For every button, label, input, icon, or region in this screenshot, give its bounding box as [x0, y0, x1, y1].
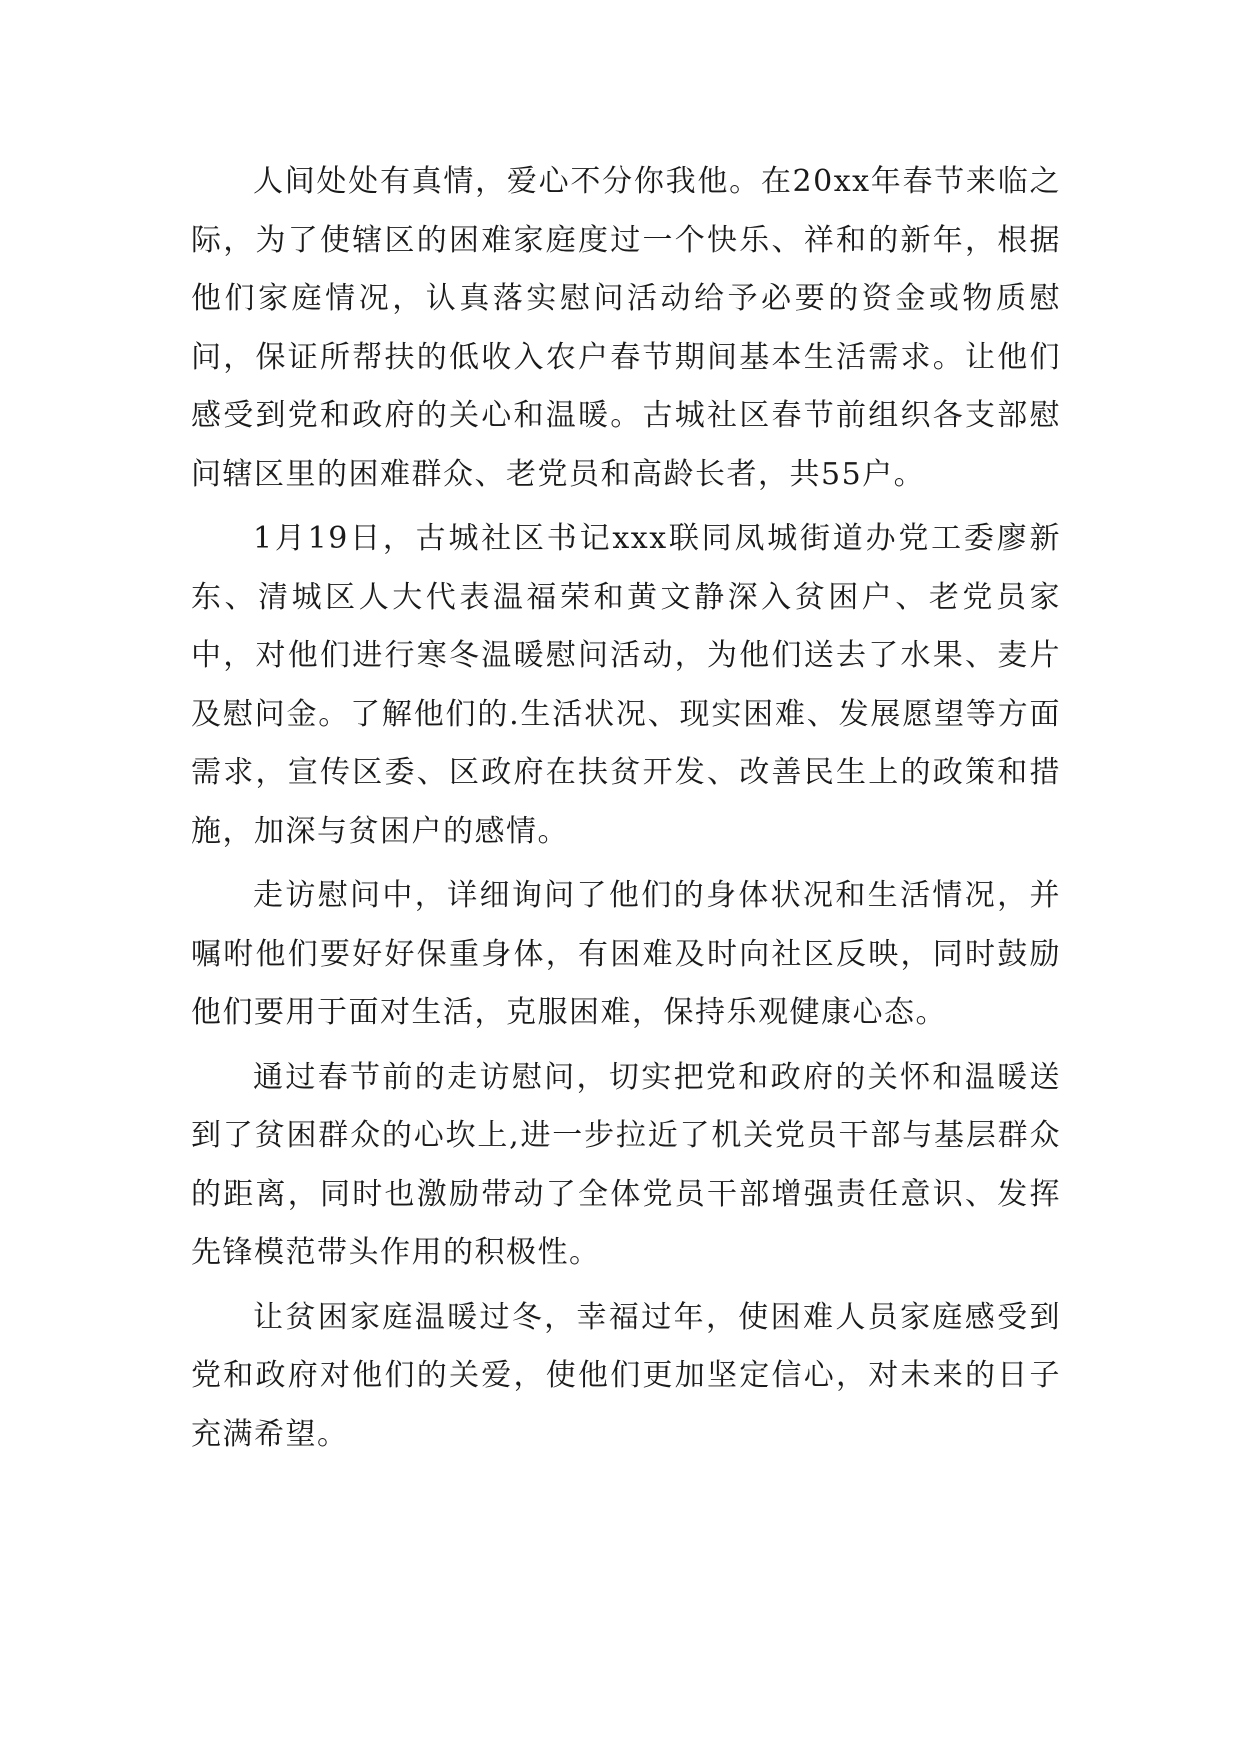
- paragraph-3: 走访慰问中，详细询问了他们的身体状况和生活情况，并嘱咐他们要好好保重身体，有困难及时向社区反映，同时鼓励他们要用于面对生活，克服困难，保持乐观健康心态。: [191, 878, 1061, 1030]
- document-body: [191, 153, 1061, 1470]
- paragraph-1: 人间处处有真情，爱心不分你我他。在20xx年春节来临之际，为了使辖区的困难家庭度过一个快乐、祥和的新年，根据他们家庭情况，认真落实慰问活动给予必要的资金或物质慰问，保证所帮扶的低收入农户春节期间基本生活需求。让他们感受到党和政府的关心和温暖。古城社区春节前组织各支部慰问辖区里的困难群众、老党员和高龄长者，共55户。: [191, 164, 1061, 492]
- paragraph-2: 1月19日，古城社区书记xxx联同凤城街道办党工委廖新东、清城区人大代表温福荣和黄文静深入贫困户、老党员家中，对他们进行寒冬温暖慰问活动，为他们送去了水果、麦片及慰问金。了解他们的.生活状况、现实困难、发展愿望等方面需求，宣传区委、区政府在扶贫开发、改善民生上的政策和措施，加深与贫困户的感情。: [191, 521, 1061, 849]
- paragraph-4: 通过春节前的走访慰问，切实把党和政府的关怀和温暖送到了贫困群众的心坎上,进一步拉近了机关党员干部与基层群众的距离，同时也激励带动了全体党员干部增强责任意识、发挥先锋模范带头作用的积极性。: [191, 1059, 1061, 1270]
- paragraph-5: 让贫困家庭温暖过冬，幸福过年，使困难人员家庭感受到党和政府对他们的关爱，使他们更加坚定信心，对未来的日子充满希望。: [191, 1299, 1061, 1452]
